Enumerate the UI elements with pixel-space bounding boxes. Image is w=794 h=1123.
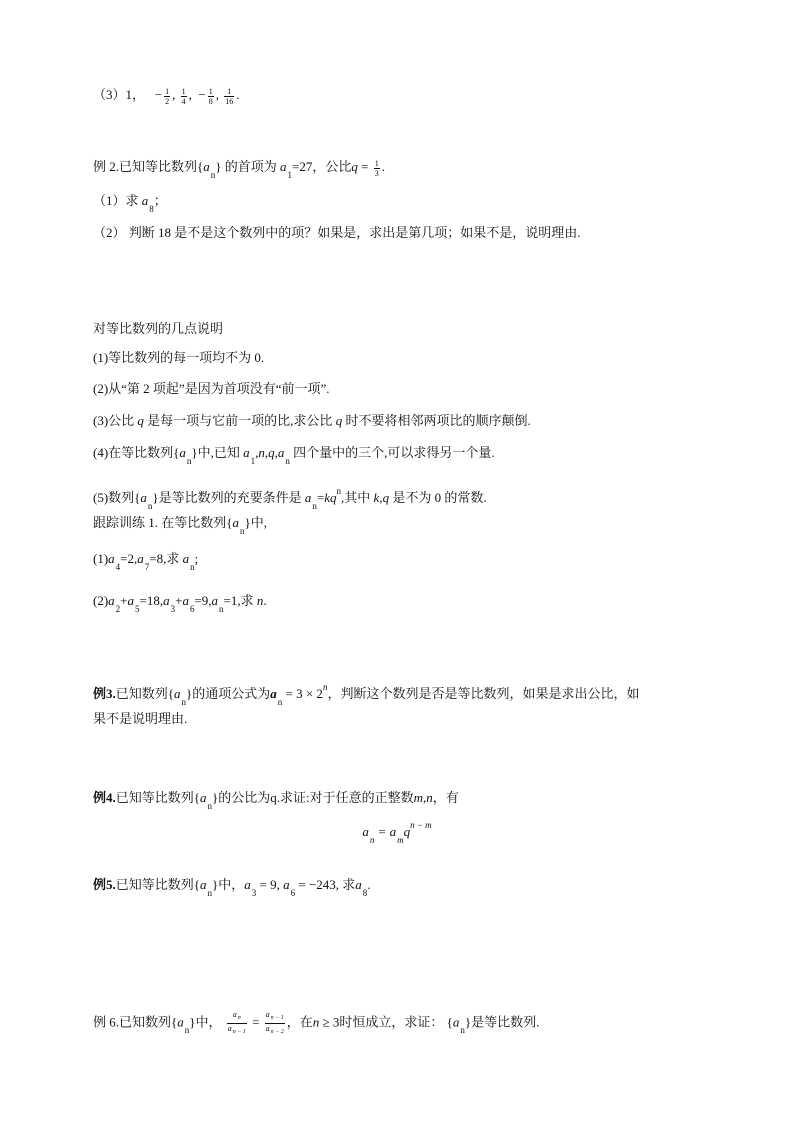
practice-1: $(1)a_4=2,a_7=8$,求 $a_n$; [93,551,199,572]
example-6-stem: 例 6.已知数列$\{a_n\}$中， $\frac{a_n}{a_{n - 1}}$ = $\frac{a_{n - 1}}{a_{n - 2}}$ ，在n ≥ 3时恒成立，求证： $\{a_n\}$是等比数列. [93,1010,540,1036]
notes-title: 对等比数列的几点说明 [93,321,224,336]
ratio-left: $\frac{a_n}{a_{n - 1}}$ [227,1010,246,1035]
note-2: (2)从“第 2 项起”是因为首项没有“前一项”. [93,381,330,396]
note-5: (5)数列$\{a_n\}$是等比数列的充要条件是 $a_n=kq^n$,其中 k,q 是不为 0 的常数. [93,486,487,511]
note-3: (3)公比 q 是每一项与它前一项的比,求公比 q 时不要将相邻两项比的顺序颠倒. [93,413,531,428]
term-4-sign: − [198,87,206,102]
example-2-q1: （1）求 $a_8$； [93,193,167,214]
ratio-fraction: $\frac{1}{3}$ [374,158,379,178]
term-5: $\frac{1}{16}$ [225,86,234,106]
example-4-stem: 例4.已知等比数列$\{a_n\}$的公比为q.求证:对于任意的正整数m,n，有 [93,790,459,811]
example-2-q2: （2） 判断 18 是不是这个数列中的项？如果是，求出是第几项；如果不是，说明理由. [93,225,581,240]
example-3-stem: 例3.已知数列$\{a_n\}$的通项公式为$a_n = 3 \times 2^n$，判断这个数列是否是等比数列，如果是求出公比，如 [93,682,640,707]
item-3: （3）1， − $\frac{1}{2}$ , $\frac{1}{4}$ , − $\frac{1}{8}$ , $\frac{1}{16}$ . [93,86,240,106]
term-3: $\frac{1}{4}$ [181,86,186,106]
term-4: $\frac{1}{8}$ [208,86,213,106]
example-2-stem: 例 2.已知等比数列$\{a_n\}$ 的首项为 $a_1=27$，公比q = $\frac{1}{3}$ . [93,158,385,180]
term-2: $\frac{1}{2}$ [165,86,170,106]
note-1: (1)等比数列的每一项均不为 0. [93,350,265,365]
example-4-formula: $a_n = a_mq^{n - m}$ [362,820,432,845]
example-5-stem: 例5.已知等比数列$\{a_n\}$中，$a_3 = 9$, $a_6 = -243$, 求$a_8$. [93,877,371,898]
ratio-right: $\frac{a_{n - 1}}{a_{n - 2}}$ [265,1010,284,1035]
practice-2: $(2)a_2+a_5=18,a_3+a_6=9,a_n=1$,求 n. [93,593,267,614]
practice-title: 跟踪训练 1. 在等比数列$\{a_n\}$中, [93,515,267,536]
term-2-sign: − [154,87,163,102]
example-3-stem-cont: 果不是说明理由. [93,711,188,726]
item-3-label: （3）1， [93,87,146,102]
note-4: (4)在等比数列$\{a_n\}$中,已知 $a_1,n,q,a_n$ 四个量中的三个,可以求得另一个量. [93,445,495,466]
